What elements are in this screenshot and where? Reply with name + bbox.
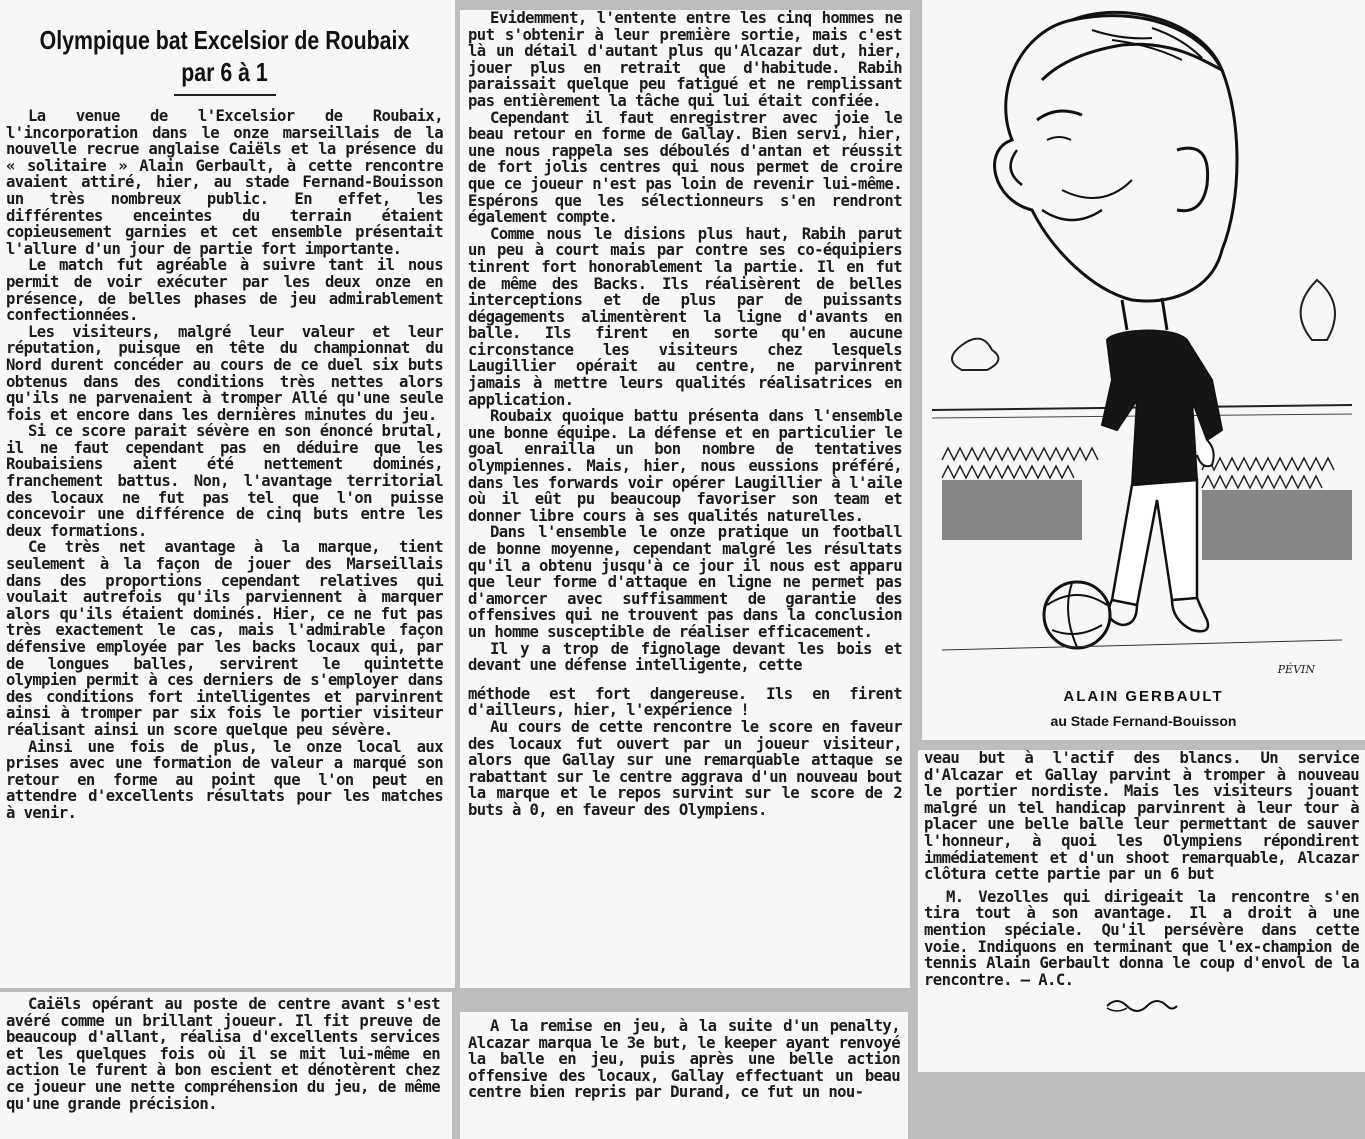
article-paragraph: Si ce score parait sévère en son énoncé brutal, il ne faut cependant pas en déduire que les Roubaisiens aient été nettement dominés, franchement battus. Non, l'avantage territorial des locaux ne fut pas tel que l'on puisse concevoir une différence de cinq buts entre les deux formations. (6, 422, 443, 540)
end-ornament-icon (1102, 994, 1182, 1014)
headline-divider (174, 94, 276, 96)
article-paragraph: Roubaix quoique battu présenta dans l'ensemble une bonne équipe. La défense et en particulier le goal enrailla un bon nombre de tentatives olympiennes. Mais, hier, nous eussions préféré, dans les forwards voir opérer Laugillier à l'aile où il eût pu beaucoup favoriser son team et donner libre cours à ses qualités naturelles. (468, 407, 902, 525)
article-paragraph: La venue de l'Excelsior de Roubaix, l'incorporation dans le onze marseillais de la nouvelle recrue anglaise Caiëls et la présence du « solitaire » Alain Gerbault, à cette rencontre avaient attiré, hier, au stade Fernand-Bouisson un très nombreux public. En effet, les différentes enceintes du terrain étaient copieusement garnies et cet ensemble présentait l'allure d'un jour de partie fort importante. (6, 107, 443, 258)
article-paragraph: Dans l'ensemble le onze pratique un football de bonne moyenne, cependant malgré les résultats qu'il a obtenu jusqu'à ce jour il nous est apparu que leur forme d'attaque en ligne ne permet pas d'amorcer avec suffisamment de garantie des offensives qui ne trouvent pas dans la conclusion un homme susceptible de réaliser efficacement. (468, 523, 902, 641)
article-paragraph: Au cours de cette rencontre le score en faveur des locaux fut ouvert par un joueur visiteur, alors que Gallay sur une remarquable attaque se rabattant sur le centre aggrava d'un nouveau bout la marque et le repos survint sur le score de 2 buts à 0, en faveur des Olympiens. (468, 717, 902, 819)
headline-line-1: Olympique bat Excelsior de Roubaix (39, 25, 410, 55)
headline-line-2: par 6 à 1 (181, 57, 268, 87)
article-paragraph: M. Vezolles qui dirigeait la rencontre s'en tira tout à son avantage. Il a droit à une mention spéciale. Qu'il persévère dans cette voie. Indiquons en terminant que l'ex-champion de tennis Alain Gerbault donna le coup d'envol de la rencontre. — A.C. (924, 887, 1359, 989)
article-paragraph: A la remise en jeu, à la suite d'un penalty, Alcazar marqua le 3e but, le keeper ayant renvoyé la balle en jeu, puis après une belle action offensive des locaux, Gallay effectuant un beau centre bien repris par Durand, ce fut un nou- (468, 1017, 900, 1102)
article-paragraph: Evidemment, l'entente entre les cinq hommes ne put s'obtenir à leur première sortie, mais c'est là un détail d'autant plus qu'Alcazar dut, hier, jouer plus en retrait que d'habitude. Rabih paraissait quelque peu fatigué et ne remplissant pas entièrement la tâche qui lui était confiée. (468, 10, 902, 110)
artist-signature: PÉVIN (1277, 663, 1315, 676)
article-paragraph: Ce très net avantage à la marque, tient seulement à la façon de jouer des Marseillais dans des proportions cependant relatives qui voulait autrefois qu'ils parviennent à marquer alors qu'ils étaient dominés. Hier, ce ne fut pas très exactement le cas, mais l'admirable façon défensive employée par les backs locaux qui, par de longues balles, servirent le quintette olympien permit à ces derniers de s'employer dans des conditions fort intelligentes et parvinrent ainsi à tromper par six fois le portier visiteur réalisant ainsi un score quelque peu sévère. (6, 538, 443, 739)
article-paragraph: Cependant il faut enregistrer avec joie le beau retour en forme de Gallay. Bien servi, hier, une nous rappela ses déboulés d'antan et réussit de fort jolis centres qui nous permet de croire que ce joueur n'est pas loin de revenir lui-même. Espérons que les sélectionneurs s'en rendront également compte. (468, 108, 902, 227)
caption-name: ALAIN GERBAULT (1063, 688, 1224, 705)
column-2-top (460, 10, 910, 988)
article-paragraph: méthode est fort dangereuse. Ils en firent d'ailleurs, hier, l'expérience ! (468, 684, 902, 720)
article-paragraph: veau but à l'actif des blancs. Un service d'Alcazar et Gallay parvint à tromper à nouveau le portier nordiste. Mais les visiteurs jouant malgré un tel handicap parvinrent à leur tour à placer une belle balle leur permettant de sauver l'honneur, à quoi les Olympiens répondirent immédiatement et d'un shoot remarquable, Alcazar clôtura cette partie par un 6 but (924, 750, 1359, 884)
column-3 (918, 750, 1365, 1072)
article-paragraph: Comme nous le disions plus haut, Rabih parut un peu à court mais par contre ses co-équipiers tinrent fort honorablement la partie. Il en fut de même des Backs. Ils réalisèrent de belles interceptions et de plus par de puissants dégagements alimentèrent la ligne d'avants en balle. Ils firent en sorte qu'en aucune circonstance les visiteurs chez lesquels Laugillier opérait au centre, ne parvinrent jamais à mettre leurs qualités réalisatrices en application. (468, 224, 902, 409)
article-paragraph: Les visiteurs, malgré leur valeur et leur réputation, puisque en tête du championnat du Nord durent concéder au cours de ce duel six buts obtenus dans des conditions très nettes alors qu'ils ne parvenaient à tromper Allé qu'une seule fois et encore dans les dernières minutes du jeu. (6, 322, 443, 424)
article-paragraph: Il y a trop de fignolage devant les bois et devant une défense intelligente, cette (468, 639, 902, 675)
column-1-bottom (0, 992, 452, 1139)
article-paragraph: Ainsi une fois de plus, le onze local aux prises avec une formation de valeur a marqué son retour en forme au point que l'on peut en attendre d'excellents résultats pour les matches à venir. (6, 737, 443, 822)
column-1-top (0, 0, 455, 988)
caption-place: au Stade Fernand-Bouisson (1050, 713, 1237, 729)
article-paragraph: Le match fut agréable à suivre tant il nous permit de voir exécuter par les deux onze en présence, de belles phases de jeu admirablement confectionnées. (6, 256, 443, 325)
article-paragraph: Caiëls opérant au poste de centre avant s'est avéré comme un brillant joueur. Il fit preuve de beaucoup d'allant, réalisa d'excellents services et les quelques fois où il se mit lui-même en action le furent à bon escient et dénotèrent chez ce joueur une nette compréhension du jeu, de même qu'une grande précision. (6, 995, 440, 1113)
caricature-illustration (922, 0, 1365, 690)
column-2-bottom (460, 1012, 908, 1139)
illustration-panel (922, 0, 1365, 740)
